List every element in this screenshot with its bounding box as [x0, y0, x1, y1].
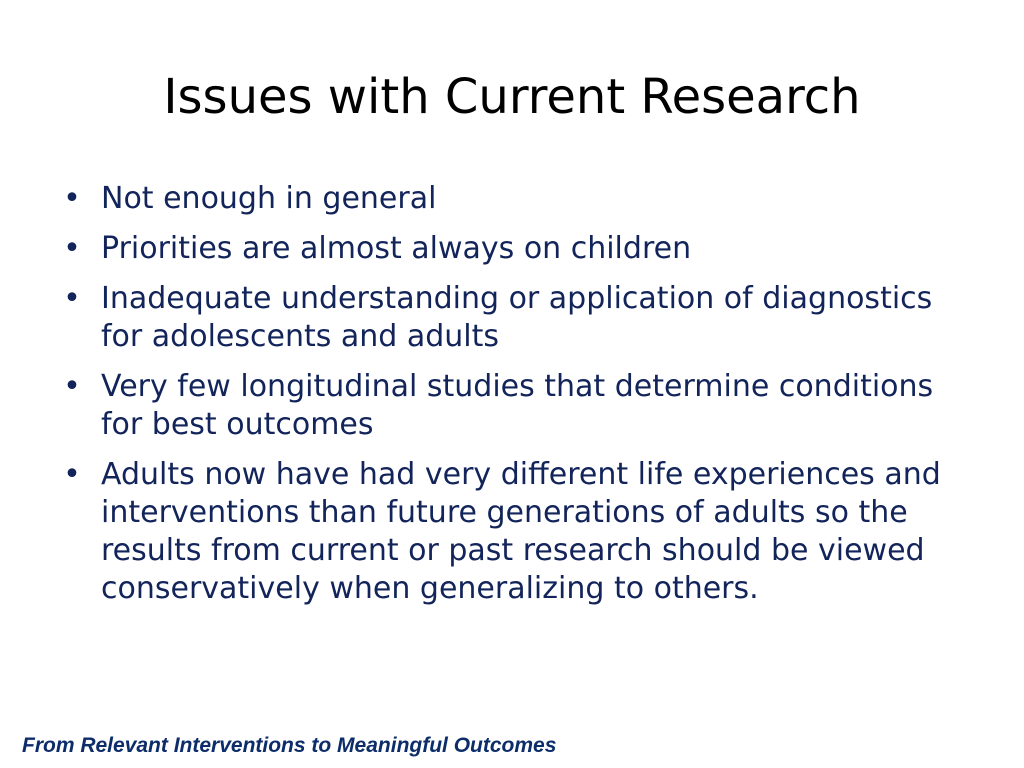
bullet-item-1 — [56, 180, 981, 218]
bullet-item-2 — [56, 230, 981, 268]
bullet-item-3 — [56, 280, 981, 356]
footer-text: From Relevant Interventions to Meaningful Outcomes — [22, 734, 557, 757]
bullet-item-4 — [56, 368, 981, 444]
bullet-text-1: Not enough in general — [101, 181, 437, 216]
bullet-text-3: Inadequate understanding or application of diagnostics for adolescents and adults — [101, 281, 933, 354]
slide-title: Issues with Current Research — [163, 69, 861, 125]
bullet-dot-icon: • — [63, 231, 81, 266]
bullet-dot-icon: • — [63, 281, 81, 316]
bullet-dot-icon: • — [63, 369, 81, 404]
bullet-text-4: Very few longitudinal studies that determine conditions for best outcomes — [101, 369, 934, 442]
bullet-dot-icon: • — [63, 457, 81, 492]
bullet-text-2: Priorities are almost always on children — [101, 231, 692, 266]
bullet-text-5: Adults now have had very different life experiences and interventions than future generations of adults so the results from current or past research should be viewed conservatively when generalizing to others. — [101, 457, 941, 606]
bullet-dot-icon: • — [63, 181, 81, 216]
bullet-list — [56, 180, 976, 620]
bullet-item-5 — [56, 456, 981, 608]
